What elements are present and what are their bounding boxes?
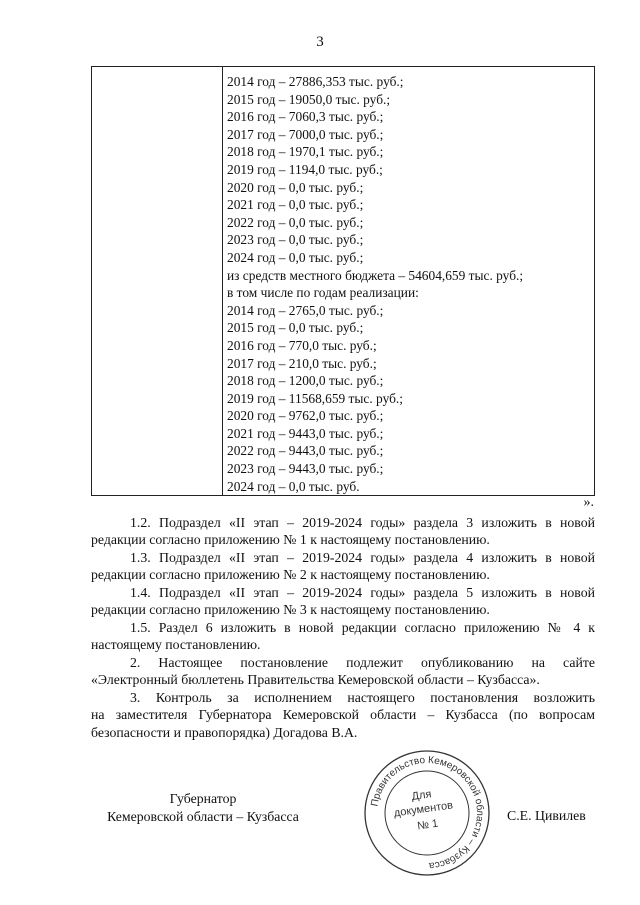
funding-line: 2021 год – 9443,0 тыс. руб.; — [227, 425, 384, 441]
funding-table — [91, 66, 595, 496]
funding-line: 2024 год – 0,0 тыс. руб.; — [227, 249, 364, 265]
funding-lines — [223, 67, 594, 495]
closing-quote-mark: ». — [583, 495, 594, 510]
paragraph-1-2 — [91, 514, 595, 549]
funding-line: в том числе по годам реализации: — [227, 285, 419, 301]
paragraph-line: на заместителя Губернатора Кемеровской области – Кузбасса (по вопросам — [91, 707, 595, 723]
paragraph-line: редакции согласно приложению № 3 к настоящему постановлению. — [91, 602, 490, 618]
funding-line: 2022 год – 9443,0 тыс. руб.; — [227, 443, 384, 459]
funding-line: из средств местного бюджета – 54604,659 тыс. руб.; — [227, 267, 524, 283]
table-right-cell — [223, 67, 595, 496]
paragraph-line: 1.4. Подраздел «II этап – 2019-2024 годы» раздела 5 изложить в новой — [130, 585, 595, 600]
signature-name: С.Е. Цивилев — [507, 808, 586, 823]
paragraph-1-5 — [91, 619, 595, 654]
stamp-ring-text-path: Правительство Кемеровской области – Кузбасса — [369, 754, 486, 872]
funding-line: 2024 год – 0,0 тыс. руб. — [227, 478, 360, 494]
funding-line: 2018 год – 1200,0 тыс. руб.; — [227, 373, 384, 389]
funding-line: 2014 год – 27886,353 тыс. руб.; — [227, 74, 404, 89]
paragraph-line: 1.3. Подраздел «II этап – 2019-2024 годы» раздела 4 изложить в новой — [130, 550, 595, 565]
funding-line: 2022 год – 0,0 тыс. руб.; — [227, 214, 364, 230]
stamp-center-line: документов — [393, 799, 454, 820]
paragraph-1-3 — [91, 549, 595, 584]
paragraph-line: 2. Настоящее постановление подлежит опубликованию на сайте — [130, 655, 595, 670]
funding-line: 2018 год – 1970,1 тыс. руб.; — [227, 144, 384, 160]
funding-line: 2014 год – 2765,0 тыс. руб.; — [227, 302, 384, 318]
paragraph-line: 1.2. Подраздел «II этап – 2019-2024 годы» раздела 3 изложить в новой — [130, 515, 595, 530]
page-number: 3 — [316, 34, 324, 50]
funding-line: 2021 год – 0,0 тыс. руб.; — [227, 197, 364, 213]
paragraph-line: безопасности и правопорядка) Догадова В.А. — [91, 724, 358, 740]
funding-line: 2020 год – 9762,0 тыс. руб.; — [227, 408, 384, 424]
funding-line: 2015 год – 0,0 тыс. руб.; — [227, 320, 364, 336]
funding-line: 2017 год – 210,0 тыс. руб.; — [227, 355, 377, 371]
stamp-center-line: № 1 — [416, 817, 439, 833]
funding-line: 2023 год – 9443,0 тыс. руб.; — [227, 461, 384, 477]
funding-line: 2019 год – 11568,659 тыс. руб.; — [227, 390, 403, 406]
paragraph-line: 1.5. Раздел 6 изложить в новой редакции согласно приложению № 4 к — [130, 620, 595, 635]
funding-line: 2019 год – 1194,0 тыс. руб.; — [227, 161, 383, 177]
funding-line: 2020 год – 0,0 тыс. руб.; — [227, 179, 364, 195]
paragraph-line: редакции согласно приложению № 2 к настоящему постановлению. — [91, 567, 490, 583]
paragraph-line: «Электронный бюллетень Правительства Кемеровской области – Кузбасса». — [91, 672, 540, 688]
paragraph-1-4 — [91, 584, 595, 619]
paragraph-line: 3. Контроль за исполнением настоящего постановления возложить — [130, 690, 595, 705]
table-left-cell — [92, 67, 223, 496]
official-stamp — [362, 748, 492, 878]
paragraph-3 — [91, 689, 595, 741]
funding-line: 2016 год – 7060,3 тыс. руб.; — [227, 109, 384, 125]
funding-line: 2015 год – 19050,0 тыс. руб.; — [227, 91, 391, 107]
table-row — [92, 67, 595, 496]
paragraph-line: редакции согласно приложению № 1 к настоящему постановлению. — [91, 532, 490, 548]
stamp-center-line: Для — [410, 788, 433, 803]
signature-title-line: Губернатор — [169, 791, 237, 806]
funding-line: 2017 год – 7000,0 тыс. руб.; — [227, 126, 384, 142]
funding-line: 2016 год – 770,0 тыс. руб.; — [227, 337, 377, 353]
signature-title-line: Кемеровской области – Кузбасса — [107, 809, 299, 824]
signature-title — [88, 790, 318, 826]
paragraph-line: настоящему постановлению. — [91, 637, 261, 653]
funding-line: 2023 год – 0,0 тыс. руб.; — [227, 232, 364, 248]
paragraph-2 — [91, 654, 595, 689]
